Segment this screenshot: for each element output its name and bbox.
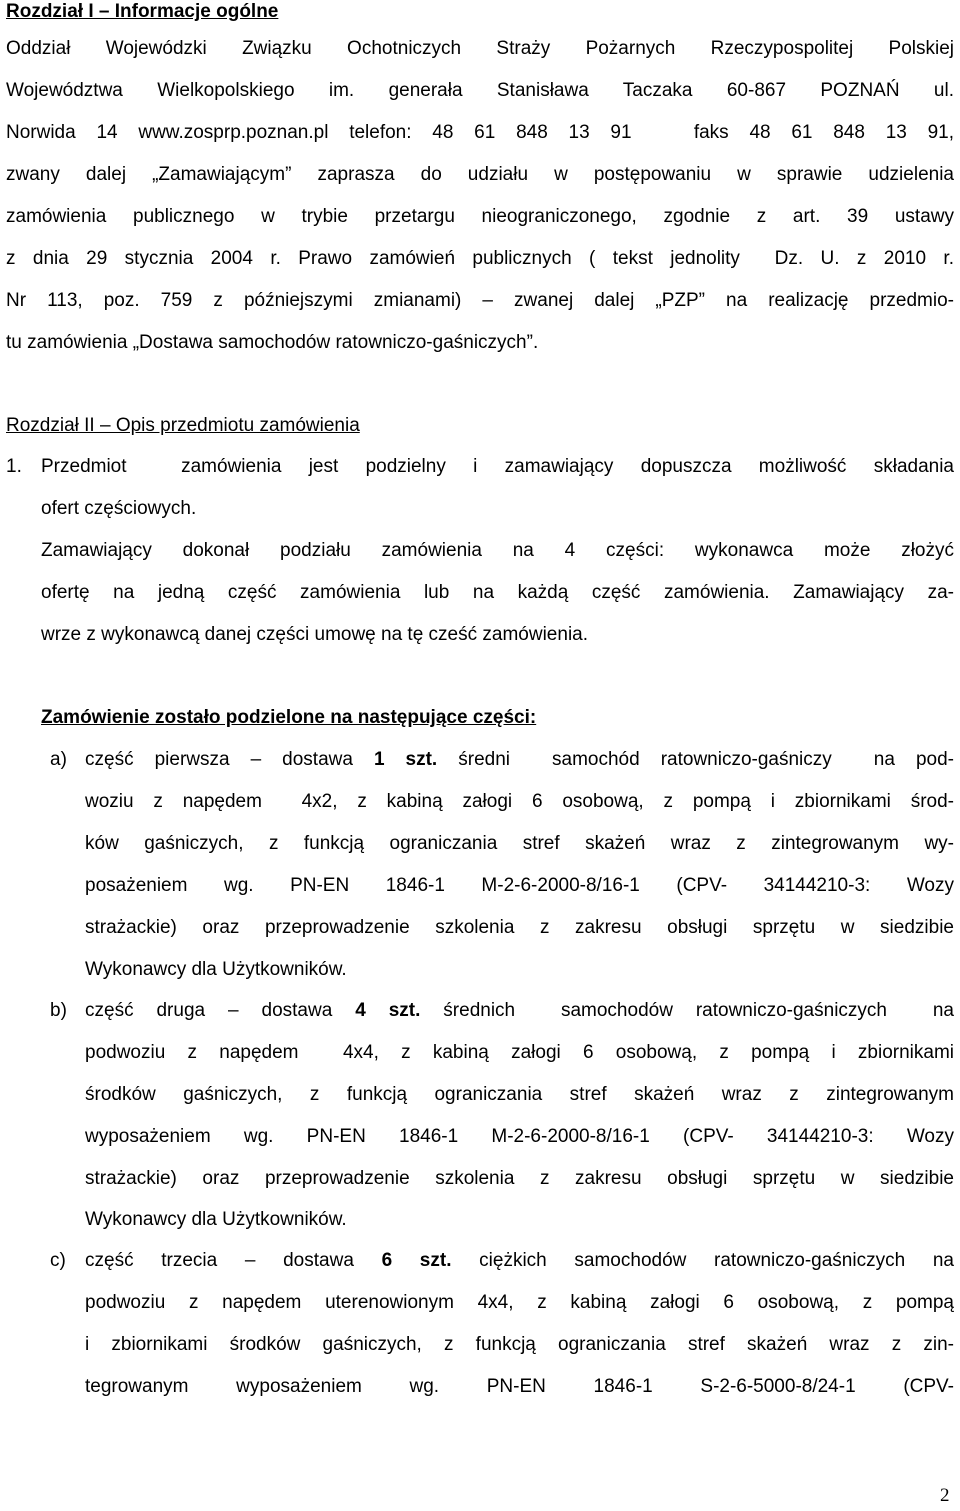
paragraph-line: ofert częściowych. xyxy=(41,498,197,519)
paragraph-line: ofertę na jedną część zamówienia lub na każdą część zamówienia. Zamawiający za- xyxy=(41,582,954,603)
paragraph-line: Oddział Wojewódzki Związku Ochotniczych Straży Pożarnych Rzeczypospolitej Polskiej xyxy=(6,38,954,59)
paragraph-line: wyposażeniem wg. PN-EN 1846-1 M-2-6-2000-8/16-1 (CPV- 34144210-3: Wozy xyxy=(85,1126,954,1147)
part-a-first-line xyxy=(85,748,954,772)
list-label-a: a) xyxy=(50,749,67,770)
parts-heading: Zamówienie zostało podzielone na następujące części: xyxy=(41,707,537,728)
paragraph-line: i zbiornikami środków gaśniczych, z funkcją ograniczania stref skażeń wraz z zin- xyxy=(85,1334,954,1355)
paragraph-line: zwany dalej „Zamawiającym” zaprasza do udziału w postępowaniu w sprawie udzielenia xyxy=(6,164,954,185)
paragraph-line: Norwida 14 www.zosprp.poznan.pl telefon: 48 61 848 13 91 faks 48 61 848 13 91, xyxy=(6,122,954,143)
part-b-text: część druga – dostawa xyxy=(85,1000,356,1021)
part-b-quantity: 4 szt. xyxy=(355,1000,421,1021)
part-c-quantity: 6 szt. xyxy=(381,1250,452,1271)
paragraph-line: tegrowanym wyposażeniem wg. PN-EN 1846-1 S-2-6-5000-8/24-1 (CPV- xyxy=(85,1376,954,1397)
section-1-heading: Rozdział I – Informacje ogólne xyxy=(6,1,279,22)
part-b-text-cont: średnich samochodów ratowniczo-gaśniczych na xyxy=(420,1000,954,1021)
paragraph-line: Zamawiający dokonał podziału zamówienia na 4 części: wykonawca może złożyć xyxy=(41,540,954,561)
paragraph-line: Nr 113, poz. 759 z późniejszymi zmianami) – zwanej dalej „PZP” na realizację przedmio- xyxy=(6,290,954,311)
part-c-first-line xyxy=(85,1249,954,1273)
paragraph-line: środków gaśniczych, z funkcją ograniczania stref skażeń wraz z zintegrowanym xyxy=(85,1084,954,1105)
paragraph-line: zamówienia publicznego w trybie przetargu nieograniczonego, zgodnie z art. 39 ustawy xyxy=(6,206,954,227)
paragraph-line: z dnia 29 stycznia 2004 r. Prawo zamówień publicznych ( tekst jednolity Dz. U. z 2010 r. xyxy=(6,248,954,269)
paragraph-line: ków gaśniczych, z funkcją ograniczania stref skażeń wraz z zintegrowanym wy- xyxy=(85,833,954,854)
paragraph-line: strażackie) oraz przeprowadzenie szkolenia z zakresu obsługi sprzętu w siedzibie xyxy=(85,917,954,938)
part-c-text-cont: ciężkich samochodów ratowniczo-gaśniczych na xyxy=(451,1250,954,1271)
paragraph-line: strażackie) oraz przeprowadzenie szkolenia z zakresu obsługi sprzętu w siedzibie xyxy=(85,1168,954,1189)
part-a-quantity: 1 szt. xyxy=(373,749,438,770)
list-label-b: b) xyxy=(50,1000,67,1021)
paragraph-line: wrze z wykonawcą danej części umowę na tę cześć zamówienia. xyxy=(41,624,589,645)
list-label-c: c) xyxy=(50,1250,66,1271)
section-2-heading: Rozdział II – Opis przedmiotu zamówienia xyxy=(6,415,360,436)
paragraph-line: Przedmiot zamówienia jest podzielny i zamawiający dopuszcza możliwość składania xyxy=(41,456,954,477)
part-b-first-line xyxy=(85,999,954,1023)
part-c-text: część trzecia – dostawa xyxy=(85,1250,382,1271)
paragraph-line: Wykonawcy dla Użytkowników. xyxy=(85,959,347,980)
paragraph-line: woziu z napędem 4x2, z kabiną załogi 6 osobową, z pompą i zbiornikami środ- xyxy=(85,791,954,812)
page-number: 2 xyxy=(940,1485,950,1506)
part-a-text: część pierwsza – dostawa xyxy=(85,749,374,770)
part-a-text-cont: średni samochód ratowniczo-gaśniczy na pod- xyxy=(437,749,954,770)
paragraph-line: posażeniem wg. PN-EN 1846-1 M-2-6-2000-8/16-1 (CPV- 34144210-3: Wozy xyxy=(85,875,954,896)
paragraph-line: Wykonawcy dla Użytkowników. xyxy=(85,1209,347,1230)
list-number: 1. xyxy=(6,456,22,477)
paragraph-line: podwoziu z napędem 4x4, z kabiną załogi 6 osobową, z pompą i zbiornikami xyxy=(85,1042,954,1063)
paragraph-line: Województwa Wielkopolskiego im. generała Stanisława Taczaka 60-867 POZNAŃ ul. xyxy=(6,80,954,101)
paragraph-line: tu zamówienia „Dostawa samochodów ratowniczo-gaśniczych”. xyxy=(6,332,539,353)
paragraph-line: podwoziu z napędem uterenowionym 4x4, z kabiną załogi 6 osobową, z pompą xyxy=(85,1292,954,1313)
